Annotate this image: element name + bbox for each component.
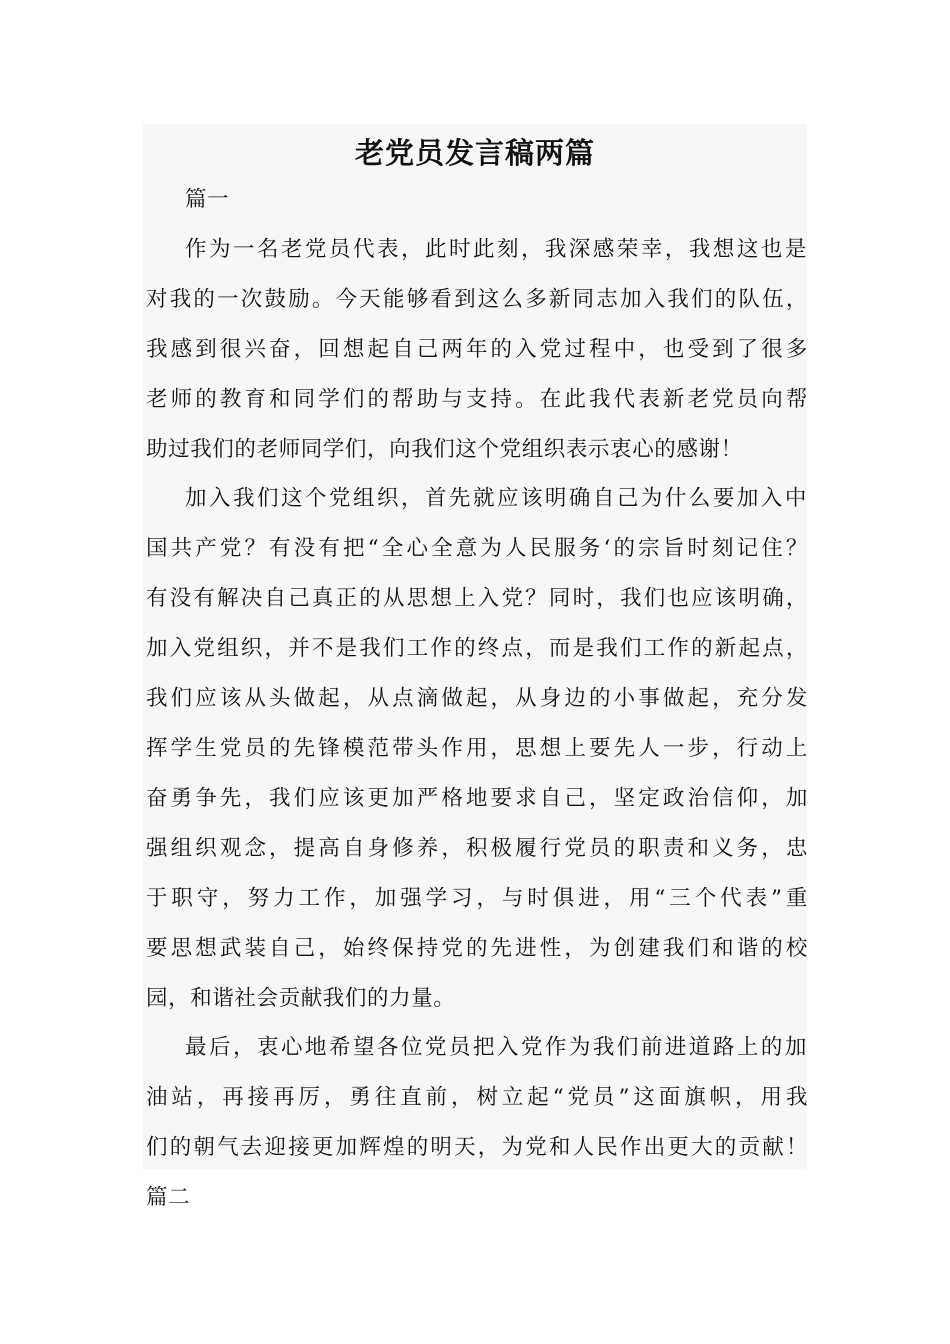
paragraph-line: 助过我们的老师同学们，向我们这个党组织表示衷心的感谢！ <box>146 437 743 462</box>
paragraph-line: 作为一名老党员代表，此时此刻，我深感荣幸，我想这也是 <box>185 237 807 262</box>
paragraph-line: 加入党组织，并不是我们工作的终点，而是我们工作的新起点， <box>146 636 808 661</box>
paragraph-line: 强组织观念，提高自身修养，积极履行党员的职责和义务，忠 <box>146 836 808 861</box>
paragraph-line: 要思想武装自己，始终保持党的先进性，为创建我们和谐的校 <box>146 936 808 961</box>
paragraph-line: 们的朝气去迎接更加辉煌的明天，为党和人民作出更大的贡献！ <box>146 1135 808 1160</box>
paragraph-line: 对我的一次鼓励。今天能够看到这么多新同志加入我们的队伍， <box>146 287 808 312</box>
document-title: 老党员发言稿两篇 <box>354 136 595 170</box>
paragraph-line: 于职守，努力工作，加强学习，与时俱进，用“三个代表”重 <box>146 886 808 911</box>
paragraph-line: 奋勇争先，我们应该更加严格地要求自己，坚定政治信仰，加 <box>146 786 808 811</box>
paragraph-line: 最后，衷心地希望各位党员把入党作为我们前进道路上的加 <box>185 1035 807 1060</box>
paragraph-line: 我感到很兴奋，回想起自己两年的入党过程中，也受到了很多 <box>146 337 808 362</box>
paragraph-line: 加入我们这个党组织，首先就应该明确自己为什么要加入中 <box>185 486 807 511</box>
paragraph-line: 我们应该从头做起，从点滴做起，从身边的小事做起，充分发 <box>146 686 808 711</box>
paragraph-line: 有没有解决自己真正的从思想上入党？同时，我们也应该明确， <box>146 586 808 611</box>
section-heading-1: 篇一 <box>185 187 230 212</box>
paragraph-line: 挥学生党员的先锋模范带头作用，思想上要先人一步，行动上 <box>146 736 808 761</box>
paragraph-line: 国共产党？有没有把“全心全意为人民服务‘的宗旨时刻记住？ <box>146 536 808 561</box>
paragraph-line: 老师的教育和同学们的帮助与支持。在此我代表新老党员向帮 <box>146 387 808 412</box>
section-heading-2: 篇二 <box>146 1185 191 1210</box>
paragraph-line: 园，和谐社会贡献我们的力量。 <box>146 986 456 1011</box>
paragraph-line: 油站，再接再厉，勇往直前，树立起“党员”这面旗帜，用我 <box>146 1085 808 1110</box>
